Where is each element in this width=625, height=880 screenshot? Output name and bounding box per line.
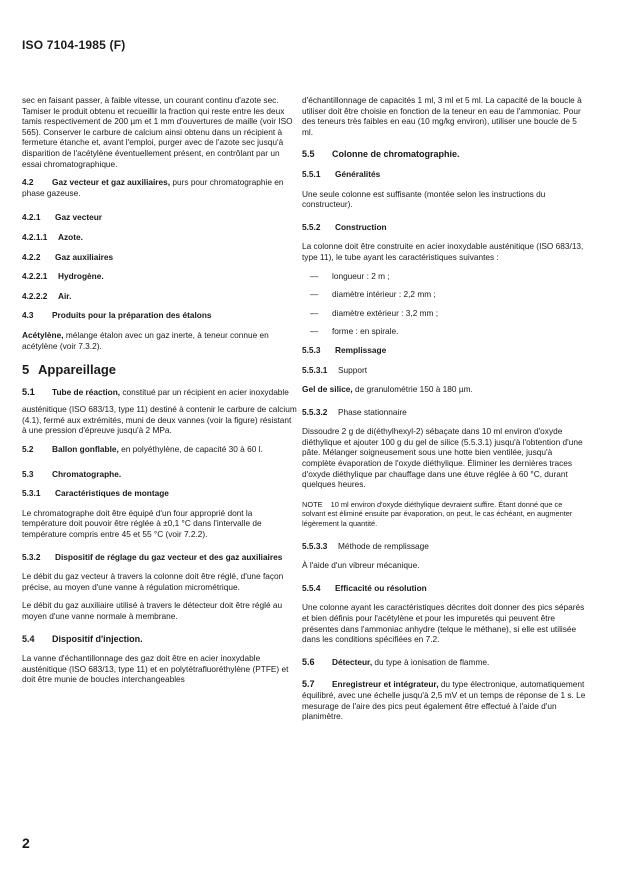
section-title: Azote.	[58, 231, 83, 242]
section-title: Appareillage	[38, 362, 117, 378]
section-4-2-2	[22, 252, 298, 263]
document-header: ISO 7104-1985 (F)	[22, 38, 126, 52]
section-title: Phase stationnaire	[338, 406, 407, 417]
note	[302, 500, 587, 529]
section-title: Hydrogène.	[58, 271, 104, 282]
page-number: 2	[22, 835, 30, 851]
section-5-2	[22, 444, 298, 455]
section-5-3-2	[22, 552, 298, 563]
section-number: 5.2	[22, 444, 34, 455]
section-5-5-4-text: Une colonne ayant les caractéristiques décrites doit donner des pics séparés et bien définis pour l'acétylène et pour les impuretés qui peuvent être présentes dans l'ammoniac anhydre (telque le méthane), si elle est utilisée dans les conditions spécifiées en 7.2.	[302, 602, 585, 645]
note-label: NOTE	[302, 499, 323, 509]
section-5-5-2-text: La colonne doit être construite en acier inoxydable austénitique (ISO 683/13, type 11), le tube ayant les caractéristiques suivantes :	[302, 241, 584, 262]
continuation-paragraph: d'échantillonnage de capacités 1 ml, 3 ml et 5 ml. La capacité de la boucle à utiliser doit être choisie en fonction de la teneur en eau de l'ammoniac. Pour des teneurs très faibles en eau (10 mg/kg environ), utiliser une boucle de 5 ml.	[302, 95, 582, 137]
tube-characteristics-list	[302, 271, 587, 337]
section-title: Détecteur,	[332, 656, 373, 667]
section-5-5-3-3	[302, 541, 587, 552]
section-4-2-1-1	[22, 232, 298, 243]
section-title: Gaz auxiliaires	[55, 251, 114, 262]
section-number: 4.2.2.1	[22, 271, 48, 282]
section-4-2-1	[22, 212, 298, 223]
section-title: Gaz vecteur et gaz auxiliaires,	[52, 177, 171, 188]
section-title: Ballon gonflable,	[52, 444, 119, 455]
section-4-2	[22, 177, 298, 198]
section-title: Enregistreur et intégrateur,	[332, 679, 439, 690]
section-5-6	[302, 657, 587, 668]
list-item: — longueur : 2 m ;	[310, 270, 390, 281]
section-5-5-3-2	[302, 407, 587, 418]
section-4-2-2-1	[22, 271, 298, 282]
section-5-5-3-3-text: À l'aide d'un vibreur mécanique.	[302, 560, 420, 571]
section-5-4	[22, 634, 298, 645]
section-5-5-3-1-text	[302, 384, 587, 395]
section-5-5-1-text: Une seule colonne est suffisante (montée selon les instructions du constructeur).	[302, 188, 546, 210]
section-5-heading	[22, 362, 298, 378]
section-5-4-text: La vanne d'échantillonnage des gaz doit être en acier inoxydable austénitique (ISO 683/13, type 11) et en polytétrafluoréthylène (PTFE) et doit être munie de boucles interchangeables	[22, 653, 289, 685]
section-title: Support	[338, 364, 368, 375]
section-5-5-3-1	[302, 365, 587, 376]
section-title: Caractéristiques de montage	[55, 488, 169, 499]
term: Acétylène,	[22, 329, 64, 340]
section-4-3-text	[22, 330, 298, 351]
section-number: 5.6	[302, 656, 315, 667]
section-5-5-3-2-text: Dissoudre 2 g de di(éthylhexyl-2) sébaçate dans 10 ml environ d'oxyde diéthylique et ajouter 100 g du gel de silice (5.5.3.1) jusqu'à l'obtention d'une pâte. Mélanger soigneusement sous une hotte bien ventilée, jusqu'à complète évaporation de l'oxyde diéthylique. Éliminer les dernières traces d'oxyde diéthylique par chauffage dans une étuve réglée à 60 °C, durant quelques heures.	[302, 426, 583, 490]
section-number: 5.5.3.3	[302, 540, 328, 551]
section-5-5-2	[302, 222, 587, 233]
section-title: Dispositif d'injection.	[52, 633, 143, 644]
section-title: Méthode de remplissage	[338, 540, 429, 551]
note-text: 10 ml environ d'oxyde diéthylique devraient suffire. Étant donné que ce solvant est éliminé ensuite par évaporation, on peut, le cas échéant, en augmenter légèrement la quantité.	[302, 499, 573, 529]
section-number: 4.2.1	[22, 212, 41, 223]
list-item: — diamètre extérieur : 3,2 mm ;	[310, 307, 439, 318]
section-number: 5.5.2	[302, 221, 321, 232]
section-text: du type à ionisation de flamme.	[372, 656, 490, 667]
section-number: 5.3.2	[22, 551, 41, 562]
section-text: purs pour chromatographie en phase gazeuse.	[22, 177, 284, 198]
section-title: Généralités	[335, 168, 381, 179]
section-title: Construction	[335, 221, 387, 232]
section-title: Efficacité ou résolution	[335, 582, 427, 593]
list-item-text: longueur : 2 m ;	[332, 270, 390, 281]
list-item: — diamètre intérieur : 2,2 mm ;	[310, 289, 436, 300]
section-title: Tube de réaction,	[52, 386, 121, 397]
section-title: Dispositif de réglage du gaz vecteur et des gaz auxiliaires	[55, 551, 283, 562]
section-number: 4.2.2.2	[22, 290, 48, 301]
section-title: Chromatographe.	[52, 468, 122, 479]
right-column	[302, 95, 587, 730]
section-5-3-1	[22, 488, 298, 499]
section-title: Remplissage	[335, 344, 387, 355]
section-5-7	[302, 679, 587, 721]
section-number: 5.5	[302, 149, 315, 160]
section-number: 5.4	[22, 633, 35, 644]
section-number: 5.7	[302, 679, 315, 690]
section-text: en polyéthylène, de capacité 30 à 60 l.	[118, 444, 263, 455]
intro-paragraph: sec en faisant passer, à faible vitesse, un courant continu d'azote sec. Tamiser le produit obtenu et recueillir la fraction qui reste entre les deux tamis respectivement de 200 µm et 1 mm d'ouvertures de maille (voir ISO 565). Conserver le carbure de calcium ainsi obtenu dans un récipient à fermeture étanche et, avant l'emploi, purger avec de l'azote sec jusqu'à disparition de l'acétylène éventuellement présent, en contrôlant par un essai chromatographique.	[22, 95, 293, 169]
list-item-text: diamètre intérieur : 2,2 mm ;	[332, 289, 436, 300]
section-5-5-1	[302, 169, 587, 180]
term: Gel de silice,	[302, 384, 353, 395]
section-5-5	[302, 149, 587, 160]
section-text: du type électronique, automatiquement équilibré, avec une échelle jusqu'à 2,5 mV et un temps de réponse de 1 s. Le mesurage de l'aire des pics peut également être effectué à l'aide d'un planimètre.	[302, 679, 586, 722]
section-5-3-2-text-2: Le débit du gaz auxiliaire utilisé à travers le détecteur doit être réglé au moyen d'une vanne normale à membrane.	[22, 600, 283, 621]
section-title: Colonne de chromatographie.	[332, 149, 460, 160]
section-number: 5.5.3	[302, 344, 321, 355]
section-text: constitué par un récipient en acier inoxydable austénitique (ISO 683/13, type 11) destiné à contenir le carbure de calcium (4.1), fermé aux extrémités, muni de deux vannes (voir la figure) résistant à une pression d'épreuve jusqu'à 2 MPa.	[22, 386, 297, 436]
text: mélange étalon avec un gaz inerte, à teneur connue en acétylène (voir 7.3.2).	[22, 329, 269, 351]
section-number: 4.2	[22, 177, 34, 188]
list-item: — forme : en spirale.	[310, 326, 399, 337]
section-number: 5.5.3.1	[302, 364, 328, 375]
section-5-1	[22, 387, 298, 436]
section-5-3-1-text: Le chromatographe doit être équipé d'un four approprié dont la température doit pouvoir être réglée à ±0,1 °C dans l'intervalle de température compris entre 45 et 55 °C (voir 7.2.2).	[22, 507, 262, 540]
section-number: 5.5.3.2	[302, 406, 328, 417]
text: de granulométrie 150 à 180 µm.	[352, 384, 473, 395]
section-number: 5.3	[22, 468, 34, 479]
section-number: 4.2.2	[22, 251, 41, 262]
section-title: Produits pour la préparation des étalons	[52, 310, 212, 321]
section-number: 5.5.4	[302, 582, 321, 593]
section-number: 4.2.1.1	[22, 231, 48, 242]
list-item-text: diamètre extérieur : 3,2 mm ;	[332, 307, 439, 318]
section-5-5-3	[302, 345, 587, 356]
section-number: 5.3.1	[22, 488, 41, 499]
section-number: 5	[22, 362, 30, 378]
section-title: Gaz vecteur	[55, 212, 103, 223]
section-number: 5.5.1	[302, 168, 321, 179]
section-number: 4.3	[22, 310, 34, 321]
section-5-3	[22, 469, 298, 480]
section-title: Air.	[58, 290, 72, 301]
section-4-3	[22, 310, 298, 321]
section-5-5-4	[302, 583, 587, 594]
list-item-text: forme : en spirale.	[332, 326, 399, 337]
section-number: 5.1	[22, 386, 35, 397]
section-5-3-2-text-1: Le débit du gaz vecteur à travers la colonne doit être réglé, d'une façon précise, au moyen d'une vanne à régulation micrométrique.	[22, 571, 284, 592]
section-4-2-2-2	[22, 291, 298, 302]
left-column	[22, 95, 298, 693]
